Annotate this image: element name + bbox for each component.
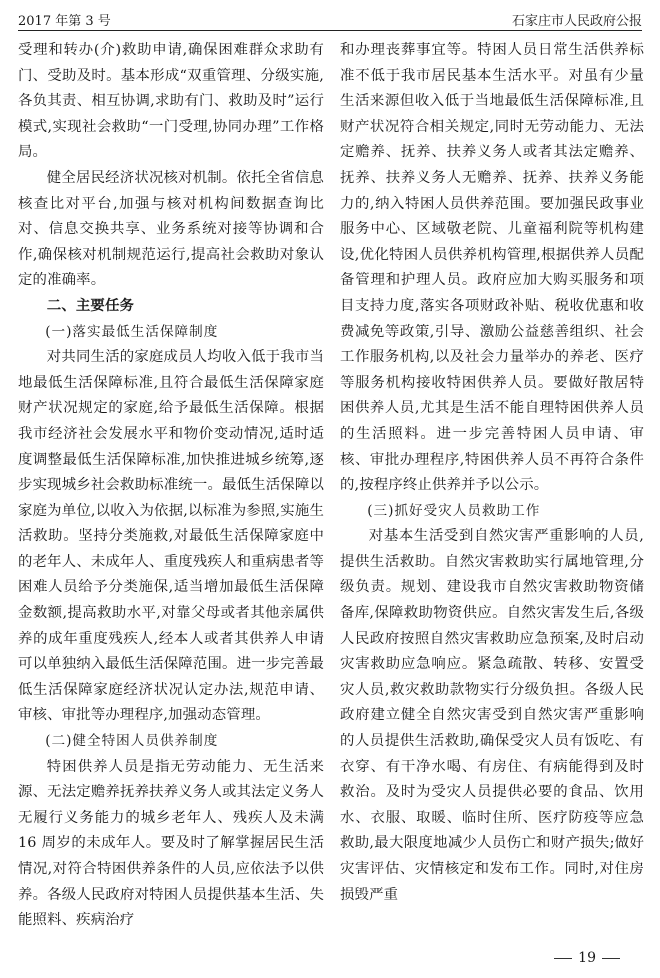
page-number: 19 (578, 950, 596, 966)
page-header (18, 8, 642, 31)
right-column (340, 38, 644, 943)
footer-dash (554, 958, 572, 959)
section-heading: 二、主要任务 (46, 297, 135, 314)
page-footer (554, 950, 620, 966)
publication-title: 石家庄市人民政府公报 (511, 14, 642, 29)
subsection-heading: (三)抓好受灾人员救助工作 (367, 502, 541, 519)
subsection-heading: (二)健全特困人员供养制度 (45, 733, 219, 750)
footer-dash (602, 958, 620, 959)
issue-label: 2017 年第 3 号 (18, 14, 111, 29)
paragraph: 受理和转办(介)救助申请,确保困难群众求助有门、受助及时。基本形成“双重管理、分级实施,各负其责、相互协调,求助有门、救助及时”运行模式,实现社会救助“一门受理,协同办理”工作格局。 (18, 42, 324, 161)
paragraph: 对共同生活的家庭成员人均收入低于我市当地最低生活保障标准,且符合最低生活保障家庭财产状况规定的家庭,给予最低生活保障。根据我市经济社会发展水平和物价变动情况,适时适度调整最低生活保障标准,加快推进城乡统筹,逐步实现城乡社会救助标准统一。最低生活保障以家庭为单位,以收入为依据,以标准为参照,实施生活救助。坚持分类施救,对最低生活保障家庭中的老年人、未成年人、重度残疾人和重病患者等困难人员给予分类施保,适当增加最低生活保障金数额,提高救助水平,对靠父母或者其他亲属供养的成年重度残疾人,经本人或者其供养人申请可以单独纳入最低生活保障范围。进一步完善最低生活保障家庭经济状况认定办法,规范申请、审核、审批等办理程序,加强动态管理。 (18, 349, 324, 724)
paragraph: 和办理丧葬事宜等。特困人员日常生活供养标准不低于我市居民基本生活水平。对虽有少量生活来源但收入低于当地最低生活保障标准,且财产状况符合相关规定,同时无劳动能力、无法定赡养、抚养、扶养义务人或者其法定赡养、抚养、扶养义务人无赡养、抚养、扶养义务能力的,纳入特困人员供养范围。要加强民政事业服务中心、区域敬老院、儿童福利院等机构建设,优化特困人员供养机构管理,根据供养人员配备管理和护理人员。政府应加大购买服务和项目支持力度,落实各项财政补贴、税收优惠和收费减免等政策,引导、激励公益慈善组织、社会工作服务机构,以及社会力量举办的养老、医疗等服务机构接收特困供养人员。要做好散居特困供养人员,尤其是生活不能自理特困供养人员的生活照料。进一步完善特困人员申请、审核、审批办理程序,特困供养人员不再符合条件的,按程序终止供养并予以公示。 (340, 42, 644, 494)
paragraph: 健全居民经济状况核对机制。依托全省信息核查比对平台,加强与核对机构间数据查询比对、信息交换共享、业务系统对接等协调和合作,确保核对机制规范运行,提高社会救助对象认定的准确率。 (18, 169, 324, 289)
paragraph: 特困供养人员是指无劳动能力、无生活来源、无法定赡养抚养扶养义务人或其法定义务人无履行义务能力的城乡老年人、残疾人及未满 16 周岁的未成年人。要及时了解掌握居民生活情况,对符合特困供养条件的人员,应依法予以供养。各级人民政府对特困人员提供基本生活、失能照料、疾病治疗 (18, 758, 324, 929)
subsection-heading: (一)落实最低生活保障制度 (45, 323, 219, 340)
paragraph: 对基本生活受到自然灾害严重影响的人员,提供生活救助。自然灾害救助实行属地管理,分级负责。规划、建设我市自然灾害救助物资储备库,保障救助物资供应。自然灾害发生后,各级人民政府按照自然灾害救助应急预案,及时启动灾害救助应急响应。紧急疏散、转移、安置受灾人员,救灾救助款物实行分级负担。各级人民政府建立健全自然灾害受到自然灾害严重影响的人员提供生活救助,确保受灾人员有饭吃、有衣穿、有干净水喝、有房住、有病能得到及时救治。及时为受灾人员提供必要的食品、饮用水、衣服、取暖、临时住所、医疗防疫等应急救助,最大限度地减少人员伤亡和财产损失;做好灾害评估、灾情核定和发布工作。同时,对住房损毁严重 (340, 528, 644, 903)
left-column (18, 38, 324, 943)
